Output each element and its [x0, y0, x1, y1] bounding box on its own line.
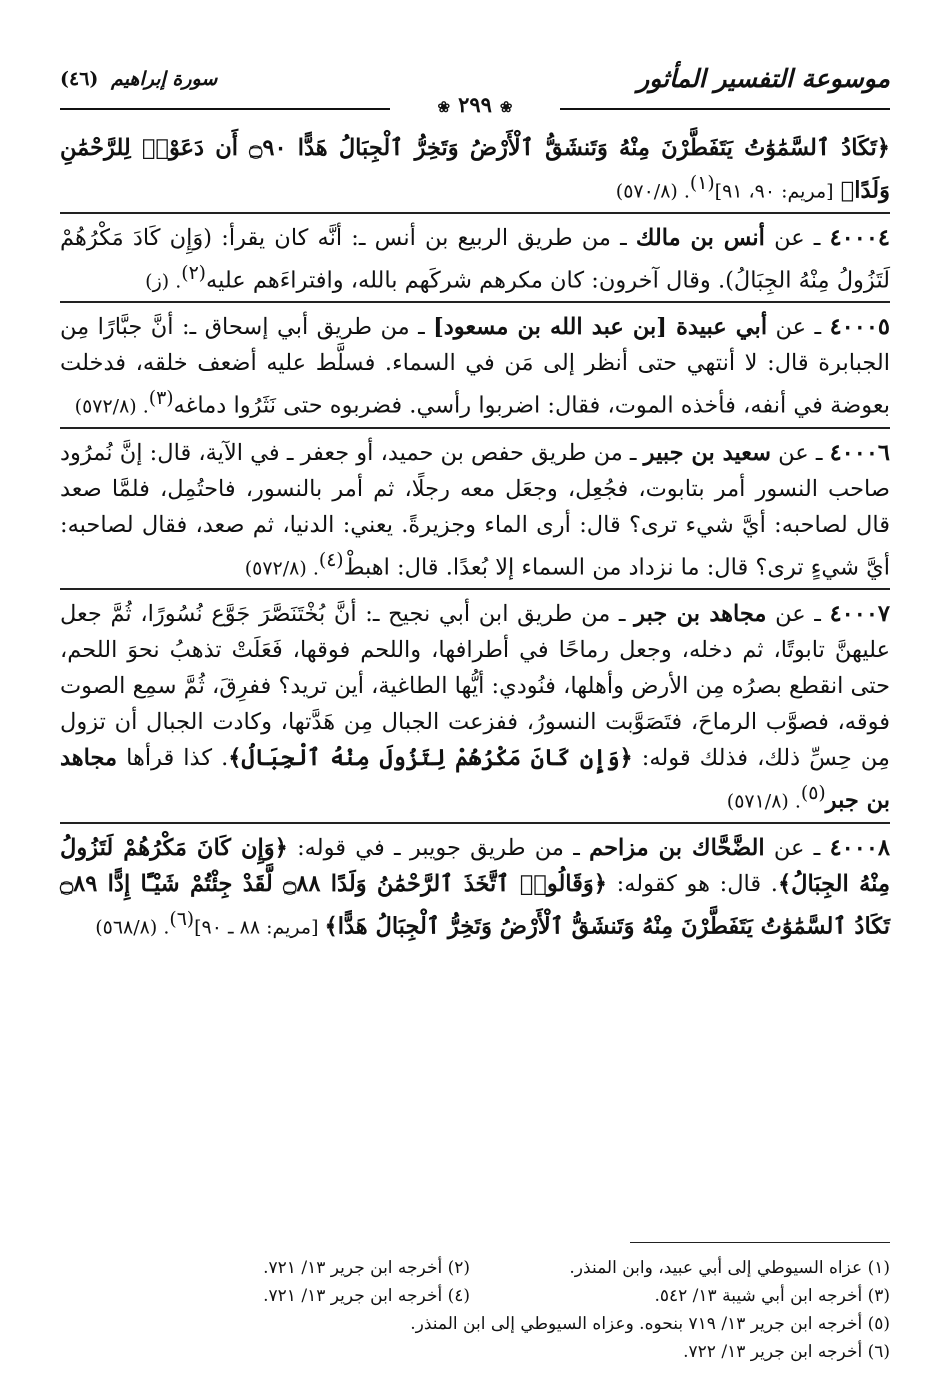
book-title: موسوعة التفسير المأثور — [637, 64, 890, 93]
entry-40004: ٤٠٠٠٤ ـ عن أنس بن مالك ـ من طريق الربيع بن أنس ـ: أنَّه كان يقرأ: (وَإِن كَادَ مَكْرُهُمْ لَتَزُولُ مِنْهُ الجِبَالُ). وقال آخرون: كان مكرهم شركَهم بالله، وافتراءَهم عليه$^{(٢)}$. (ز) — [60, 224, 891, 293]
page — [60, 62, 890, 117]
footnote-1: (١) عزاه السيوطي إلى أبي عبيد، وابن المنذر. — [569, 1258, 890, 1278]
separator — [60, 427, 890, 429]
entry-40008: ٤٠٠٠٨ ـ عن الضَّحَّاك بن مزاحم ـ من طريق جويبر ـ في قوله: ﴿وَإِن كَانَ مَكْرُهُمْ لَتَزُولُ مِنْهُ الجِبَالُ﴾. قال: هو كقوله: ﴿وَقَالُوا۟ ٱتَّخَذَ ٱلرَّحْمَٰنُ وَلَدًا ۝٨٨ لَّقَدْ جِئْتُمْ شَيْـًٔا إِدًّا ۝٨٩ تَكَادُ ٱلسَّمَٰوَٰتُ يَتَفَطَّرْنَ مِنْهُ وَتَنشَقُّ ٱلْأَرْضُ وَتَخِرُّ ٱلْجِبَالُ هَدًّا﴾ [مريم: ٨٨ ـ ٩٠]$^{(٦)}$. (٥٦٨/٨) — [60, 834, 891, 939]
footnote-row — [60, 1254, 890, 1282]
footnote-2: (٢) أخرجه ابن جرير ١٣/ ٧٢١. — [263, 1258, 470, 1278]
footnote-5: (٥) أخرجه ابن جرير ١٣/ ٧١٩ بنحوه. وعزاه السيوطي إلى ابن المنذر. — [410, 1314, 890, 1334]
surah-label — [60, 68, 217, 90]
separator — [60, 301, 890, 303]
footnotes — [60, 1254, 890, 1366]
ornament-icon: ❀ — [499, 98, 513, 116]
separator — [60, 822, 890, 824]
entry-40006: ٤٠٠٠٦ ـ عن سعيد بن جبير ـ من طريق حفص بن حميد، أو جعفر ـ في الآية، قال: إنَّ نُمرُود صاحب النسور أمر بتابوت، فجُعِل، وجعَل معه رجلًا، ثم أمر بالنسور، فاحتُمِل، فلمَّا صعد قال لصاحبه: أيَّ شيء ترى؟ قال: أرى الماء وجزيرةً. يعني: الدنيا، ثم صعد، فقال لصاحبه: أيَّ شيءٍ ترى؟ قال: ما نزداد من السماء إلا بُعدًا. قال: اهبطْ$^{(٤)}$. (٥٧٢/٨) — [60, 439, 891, 580]
entry-40005: ٤٠٠٠٥ ـ عن أبي عبيدة [بن عبد الله بن مسعود] ـ من طريق أبي إسحاق ـ: أنَّ جبَّارًا مِن الجبابرة قال: لا أنتهي حتى أنظر إلى مَن في السماء. فسلَّط عليه أضعف خلقه، فدخلت بعوضة في أنفه، فأخذه الموت، فقال: اضربوا رأسي. فضربوه حتى نَثَرُوا دماغه$^{(٣)}$. (٥٧٢/٨) — [60, 314, 890, 419]
opening-verse: ﴿تَكَادُ ٱلسَّمَٰوَٰتُ يَتَفَطَّرْنَ مِنْهُ وَتَنشَقُّ ٱلْأَرْضُ وَتَخِرُّ ٱلْجِبَالُ هَدًّا ۝٩٠ أَن دَعَوْا۟ لِلرَّحْمَٰنِ وَلَدًا﴾ [مريم: ٩٠، ٩١]$^{(١)}$. (٥٧٠/٨) — [60, 135, 890, 204]
main-text — [60, 130, 890, 945]
page-number: ❀٢٩٩❀ — [437, 92, 513, 117]
footnote-row — [60, 1310, 890, 1338]
separator — [60, 212, 890, 214]
separator — [60, 588, 890, 590]
entry-40007: ٤٠٠٠٧ ـ عن مجاهد بن جبر ـ من طريق ابن أبي نجيح ـ: أنَّ بُخْتَنَصَّرَ جَوَّع نُسُورًا، ثُمَّ جعل عليهنَّ تابوتًا، ثم دخله، وجعل رماحًا في أطرافها، واللحم فوقها، فَعَلَتْ تذهبُ نحوَ اللحم، حتى انقطع بصرُه مِن الأرض وأهلها، فنُودي: أيُّها الطاغية، أين تريد؟ ففرِقَ، ثُمَّ سمِع الصوت فوقه، فصوَّب الرماحَ، فتَصَوَّبت النسورُ، ففزعت الجبال مِن هَدَّتها، وكادت الجبال أن تزول مِن حِسِّ ذلك، فذلك قوله: ﴿وَإِن كَانَ مَكْرُهُمْ لِتَزُولَ مِنْهُ ٱلْجِبَالُ﴾. كذا قرأها مجاهد بن جبر$^{(٥)}$. (٥٧١/٨) — [60, 601, 890, 814]
footnote-3: (٣) أخرجه ابن أبي شيبة ١٣/ ٥٤٢. — [654, 1286, 890, 1306]
footnote-row — [60, 1338, 890, 1366]
footnote-row — [60, 1282, 890, 1310]
footnote-4: (٤) أخرجه ابن جرير ١٣/ ٧٢١. — [263, 1286, 470, 1306]
page-header — [60, 62, 890, 117]
header-rule-right — [560, 108, 890, 110]
ornament-icon: ❀ — [437, 98, 451, 116]
footnote-rule — [630, 1242, 890, 1243]
header-rule-left — [60, 108, 390, 110]
surah-name: سورة إبراهيم — [111, 68, 218, 90]
verse-number: (٤٦) — [60, 68, 99, 90]
footnote-6: (٦) أخرجه ابن جرير ١٣/ ٧٢٢. — [683, 1342, 890, 1362]
